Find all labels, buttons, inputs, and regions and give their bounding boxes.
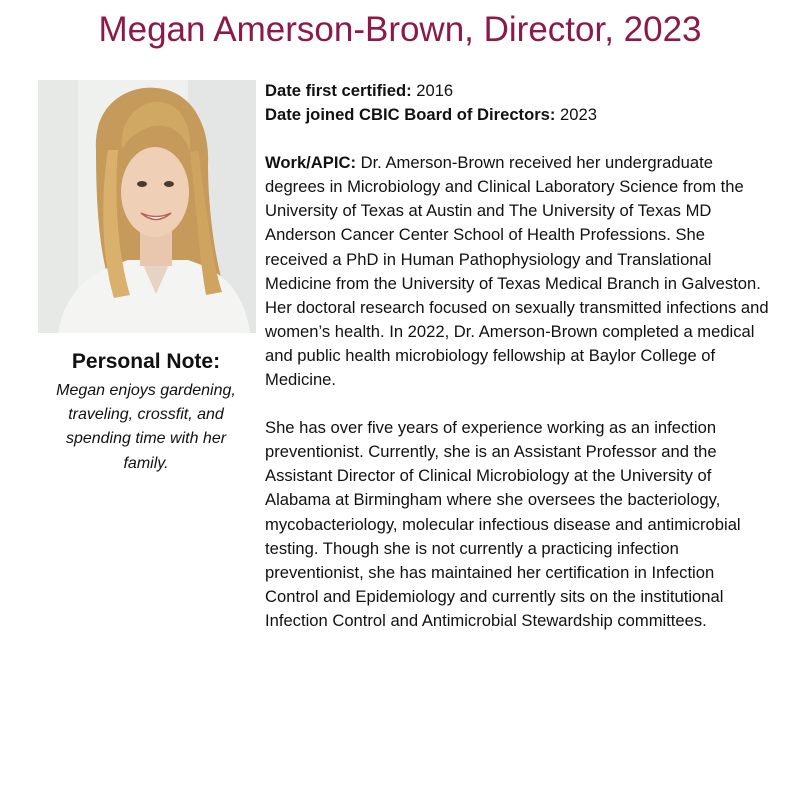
work-label: Work/APIC: — [265, 153, 356, 173]
page-title: Megan Amerson-Brown, Director, 2023 — [98, 10, 702, 49]
date-joined-board-label: Date joined CBIC Board of Directors: — [265, 105, 556, 125]
work-paragraph-2: She has over five years of experience working as an infection preventionist. Currently, she is an Assistant Professor and the Assistant Director of Clinical Microbiology at the University of Alabama at Birmingham where she oversees the bacteriology, mycobacteriology, molecular infectious disease and antimicrobial testing. Though she is not currently a practicing infection preventionist, she has maintained her certification in Infection Control and Epidemiology and currently sits on the institutional Infection Control and Antimicrobial Stewardship committees. — [265, 418, 741, 630]
date-first-certified — [265, 79, 770, 103]
work-text-1: Dr. Amerson-Brown received her undergraduate degrees in Microbiology and Clinical Laboratory Science from the University of Texas at Austin and The University of Texas MD Anderson Cancer Center School of Health Professions. She received a PhD in Human Pathophysiology and Translational Medicine from the University of Texas Medical Branch in Galveston. Her doctoral research focused on sexually transmitted infections and women’s health. In 2022, Dr. Amerson-Brown completed a medical and public health microbiology fellowship at Baylor College of Medicine. — [265, 153, 769, 390]
date-first-certified-value: 2016 — [411, 81, 454, 100]
personal-note-heading: Personal Note: — [71, 350, 221, 373]
work-paragraph-1 — [265, 151, 770, 392]
bio-content — [265, 79, 770, 633]
date-joined-board — [265, 103, 770, 127]
personal-note-text: Megan enjoys gardening, traveling, crossfit, and spending time with her family. — [56, 382, 236, 472]
profile-photo — [38, 80, 256, 333]
date-joined-board-value: 2023 — [555, 105, 597, 125]
date-first-certified-label: Date first certified: — [265, 81, 412, 100]
